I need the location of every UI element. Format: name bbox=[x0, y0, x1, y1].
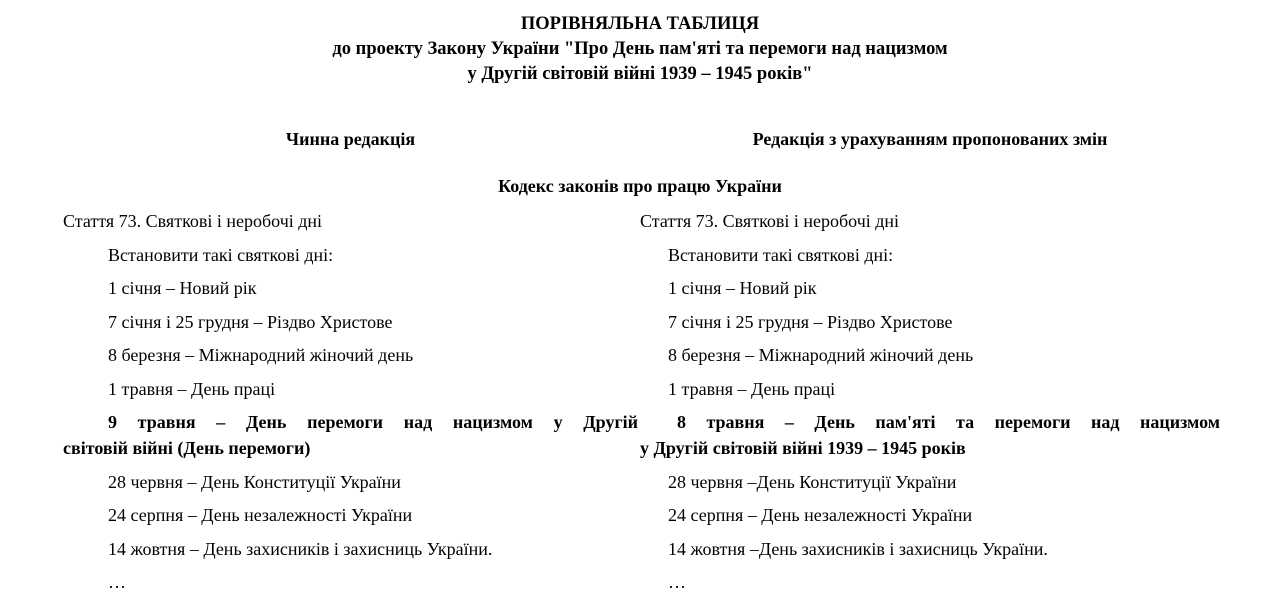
holiday-item: 1 січня – Новий рік bbox=[108, 278, 257, 298]
intro-line: Встановити такі святкові дні: bbox=[108, 244, 334, 265]
column-header-current-edition: Чинна редакція bbox=[285, 129, 416, 149]
highlight-line-1: 9 травня – День перемоги над нацизмом у Другій bbox=[108, 412, 638, 432]
holiday-item: 1 січня – Новий рік bbox=[668, 278, 817, 298]
title-line-1: ПОРІВНЯЛЬНА ТАБЛИЦЯ bbox=[520, 14, 760, 34]
holiday-item: 14 жовтня – День захисників і захисниць України. bbox=[108, 538, 493, 559]
intro-line: Встановити такі святкові дні: bbox=[668, 244, 894, 265]
document-title bbox=[0, 12, 1280, 87]
holiday-item: 1 травня – День праці bbox=[668, 378, 836, 399]
code-of-labour-laws-title: Кодекс законів про працю України bbox=[498, 176, 782, 196]
holiday-item: 24 серпня – День незалежності України bbox=[668, 505, 973, 525]
highlighted-paragraph-current bbox=[63, 409, 638, 461]
column-header-proposed-edition: Редакція з урахуванням пропонованих змін bbox=[752, 129, 1108, 149]
proposed-edition-column bbox=[640, 208, 1220, 603]
holiday-item: 8 березня – Міжнародний жіночий день bbox=[108, 345, 414, 365]
ellipsis: … bbox=[108, 572, 126, 592]
holiday-item: 7 січня і 25 грудня – Різдво Христове bbox=[108, 311, 393, 332]
highlight-line-1: 8 травня – День пам'яті та перемоги над нацизмом bbox=[677, 412, 1220, 432]
title-line-2: до проекту Закону України "Про День пам'яті та перемоги над нацизмом bbox=[332, 39, 948, 59]
holiday-item: 8 березня – Міжнародний жіночий день bbox=[668, 345, 974, 365]
highlight-line-2: у Другій світовій війні 1939 – 1945 років bbox=[640, 438, 966, 458]
holiday-item: 28 червня – День Конституції України bbox=[108, 471, 401, 492]
holiday-item: 14 жовтня –День захисників і захисниць України. bbox=[668, 538, 1048, 559]
current-edition-column bbox=[63, 208, 638, 603]
holiday-item: 1 травня – День праці bbox=[108, 378, 276, 399]
ellipsis: … bbox=[668, 572, 686, 592]
article-heading: Стаття 73. Святкові і неробочі дні bbox=[63, 211, 323, 231]
holiday-item: 7 січня і 25 грудня – Різдво Христове bbox=[668, 311, 953, 332]
highlight-line-2: світовій війні (День перемоги) bbox=[63, 438, 311, 458]
article-heading: Стаття 73. Святкові і неробочі дні bbox=[640, 211, 900, 231]
highlighted-paragraph-proposed bbox=[640, 409, 1220, 461]
holiday-item: 24 серпня – День незалежності України bbox=[108, 505, 413, 525]
holiday-item: 28 червня –День Конституції України bbox=[668, 471, 957, 492]
title-line-3: у Другій світовій війні 1939 – 1945 років" bbox=[467, 64, 813, 84]
